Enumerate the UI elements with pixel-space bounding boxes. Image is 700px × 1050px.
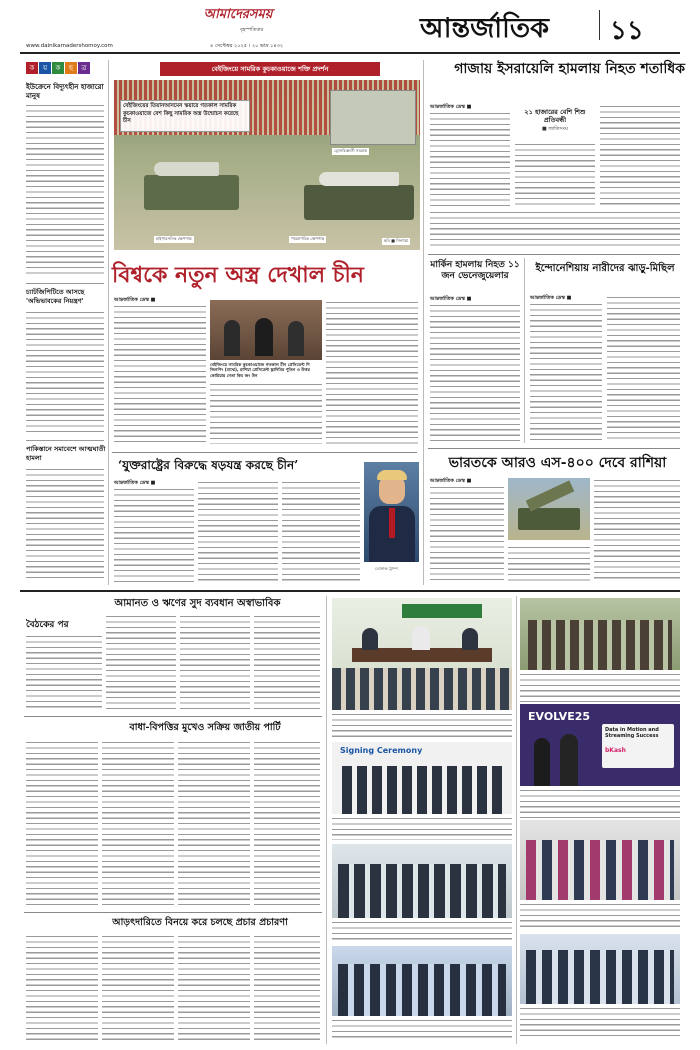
russia-headline: ভারতকে আরও এস-৪০০ দেবে রাশিয়া (448, 455, 667, 471)
trump-body-col2 (198, 480, 278, 582)
evolve-brand: bKash (605, 747, 626, 754)
gaza-pullquote (515, 108, 595, 138)
section-title: আন্তর্জাতিক (420, 13, 549, 44)
collection-headline: আড়ৎদারিতে বিনয়ে করে চলছে প্রচার প্রচারণা (112, 917, 288, 928)
trump-headline: ‘যুক্তরাষ্ট্রের বিরুদ্ধে ষড়যন্ত্র করছে চীন’ (118, 458, 299, 472)
photo-credit: ছবি ■ সিনহুয়া (384, 238, 409, 243)
amanat-body-col2 (180, 614, 250, 710)
obstacle-body-col1 (26, 740, 98, 908)
sidebar-headline-chatgpt: চ্যাটজিপিটিতে আসছে 'অভিভাবকের নিয়ন্ত্রণ' (26, 288, 85, 305)
amanat-body-col1 (106, 614, 176, 710)
gaza-pullquote-source: ■ জাতিসংঘ (542, 126, 568, 132)
event-photo-5 (520, 820, 680, 900)
sidebar-divider (26, 440, 104, 441)
sidebar-logo: ক য় ক ছ ত্র (26, 62, 102, 76)
venezuela-headline: মার্কিন হামলায় নিহত ১১ জন ভেনেজুয়েলার (430, 260, 520, 281)
event-photo-2 (332, 844, 512, 918)
signing-photo (332, 742, 512, 814)
russia-body-col2 (508, 545, 590, 582)
sidebar-body-chatgpt (26, 310, 104, 435)
event-caption-2 (332, 920, 512, 942)
amanat-body-col3 (254, 614, 320, 710)
divider (428, 254, 680, 255)
event-caption-1 (332, 712, 512, 738)
trump-photo (364, 462, 419, 562)
divider (112, 452, 417, 453)
divider (428, 448, 680, 449)
china-body-col2 (210, 382, 322, 444)
gaza-headline: গাজায় ইসরায়েলি হামলায় নিহত শতাধিক (454, 61, 685, 77)
venezuela-body (430, 303, 520, 443)
collection-body-col3 (178, 934, 250, 1040)
venezuela-desk: আন্তর্জাতিক ডেস্ক ■ (430, 296, 472, 302)
russia-body-col1 (430, 485, 504, 582)
event-photo-6 (520, 934, 680, 1004)
label-hypersonic: হাইপারসনিক ক্ষেপণাস্ত্র (156, 236, 192, 241)
china-desk: আন্তর্জাতিক ডেস্ক ■ (114, 297, 156, 303)
parade-photo (114, 80, 420, 250)
label-nuclear: পারমাণবিক ক্ষেপণাস্ত্র (291, 236, 325, 241)
column-rule (423, 60, 424, 585)
event-photo-4 (520, 598, 680, 670)
header-rule (20, 52, 680, 54)
meeting-body (26, 634, 102, 710)
sidebar-headline-pakistan: পাকিস্তানে সমাবেশে আত্মঘাতী হামলা (26, 445, 106, 462)
event-caption-5 (520, 902, 680, 930)
sidebar-body-ukraine (26, 103, 104, 278)
event-caption-6 (520, 1006, 680, 1040)
gaza-body-col1 (430, 111, 510, 206)
china-headline: বিশ্বকে নতুন অস্ত্র দেখাল চীন (112, 262, 364, 288)
trump-body-col3 (282, 480, 360, 582)
collection-body-col2 (102, 934, 174, 1040)
column-rule (108, 60, 109, 585)
evolve-title: EVOLVE25 (528, 710, 591, 723)
trump-body-col1 (114, 487, 194, 582)
gaza-pullquote-text: ২১ হাজারের বেশি শিশু প্রতিবন্ধী (524, 108, 586, 124)
leaders-photo (210, 300, 322, 360)
meeting-headline: বৈঠকের পর (26, 620, 69, 630)
s400-photo (508, 478, 590, 540)
event-caption-3 (332, 1018, 512, 1040)
evolve-subtitle: Data in Motion and Streaming Success (605, 727, 659, 739)
header-date: ৪ সেপ্টেম্বর ২০২৫ । ২০ ভাদ্র ১৪৩২ (210, 43, 284, 49)
column-rule (524, 258, 525, 443)
sidebar-divider (26, 283, 104, 284)
label-antidrone: ড্রোনবিধ্বংসী সমরাস্ত্র (334, 148, 367, 153)
header-weekday: বৃহস্পতিবার (240, 27, 264, 33)
collection-body-col1 (26, 934, 98, 1040)
gaza-body-bottom (430, 210, 680, 250)
anti-drone-inset (330, 90, 416, 145)
divider (24, 716, 322, 717)
obstacle-body-col3 (178, 740, 250, 908)
trump-desk: আন্তর্জাতিক ডেস্ক ■ (114, 480, 156, 486)
russia-desk: আন্তর্জাতিক ডেস্ক ■ (430, 478, 472, 484)
russia-body-col3 (594, 478, 680, 582)
china-banner: বেইজিংয়ে সামরিক কুচকাওয়াজে শক্তি প্রদর্শন (160, 62, 380, 76)
indonesia-headline: ইন্দোনেশিয়ায় নারীদের ঝাড়ু-মিছিল (535, 263, 675, 274)
nuclear-missile (319, 172, 399, 186)
sidebar-body-pakistan (26, 467, 104, 582)
signing-banner: Signing Ceremony (340, 746, 423, 755)
gaza-body-col2 (515, 142, 595, 206)
column-rule (326, 596, 327, 1044)
indonesia-desk: আন্তর্জাতিক ডেস্ক ■ (530, 295, 572, 301)
evolve-caption (520, 788, 680, 818)
column-rule (516, 596, 517, 1044)
header-website: www.dainikamadershomoy.com (26, 43, 113, 49)
trump-caption: ডোনাল্ড ট্রাম্প (375, 566, 398, 571)
obstacle-body-col4 (254, 740, 320, 908)
china-body-col3 (326, 300, 418, 444)
section-rule (20, 590, 680, 592)
collection-body-col4 (254, 934, 320, 1040)
obstacle-headline: বাধা-বিপত্তির মুখেও সক্রিয় জাতীয় পার্টি (129, 722, 281, 733)
evolve-photo (520, 704, 680, 786)
nuclear-missile-truck (304, 185, 414, 220)
indonesia-body-col2 (607, 295, 680, 443)
signing-caption (332, 816, 512, 840)
gaza-desk: আন্তর্জাতিক ডেস্ক ■ (430, 104, 472, 110)
event-caption-4 (520, 672, 680, 702)
header-divider (599, 10, 600, 40)
divider (24, 912, 322, 913)
event-photo-3 (332, 946, 512, 1016)
hypersonic-missile (154, 162, 219, 176)
gaza-body-col3 (600, 104, 680, 206)
masthead-logo: আমাদেরসময় (203, 7, 273, 22)
indonesia-body-col1 (530, 302, 602, 443)
china-body-col1 (114, 304, 206, 444)
page-number: ১১ (610, 16, 644, 46)
sidebar-headline-ukraine: ইউক্রেনে বিদ্যুৎহীন হাজারো মানুষ (26, 82, 104, 100)
leaders-caption: বেইজিংয়ে সামরিক কুচকাওয়াজে গতকাল চীন প্রেসিডেন্ট শি জিনপিং (মাঝে), রাশিয়া প্রেসিডেন্ট ভ্লাদিমির পুতিন ও উত্তর কোরিয়ার নেতা কিম জং উন (210, 362, 310, 378)
hypersonic-missile-truck (144, 175, 239, 210)
obstacle-body-col2 (102, 740, 174, 908)
parade-photo-caption: বেইজিংয়ের তিয়ানআনমেন স্কয়ারে গতকাল সামরিক কুচকাওয়াজে বেশ কিছু সামরিক অস্ত্র উন্মোচন করেছে চীন (120, 100, 250, 132)
amanat-headline: আমানত ও ঋণের সুদ ব্যবধান অস্বাভাবিক (114, 598, 281, 609)
event-photo-1 (332, 598, 512, 710)
